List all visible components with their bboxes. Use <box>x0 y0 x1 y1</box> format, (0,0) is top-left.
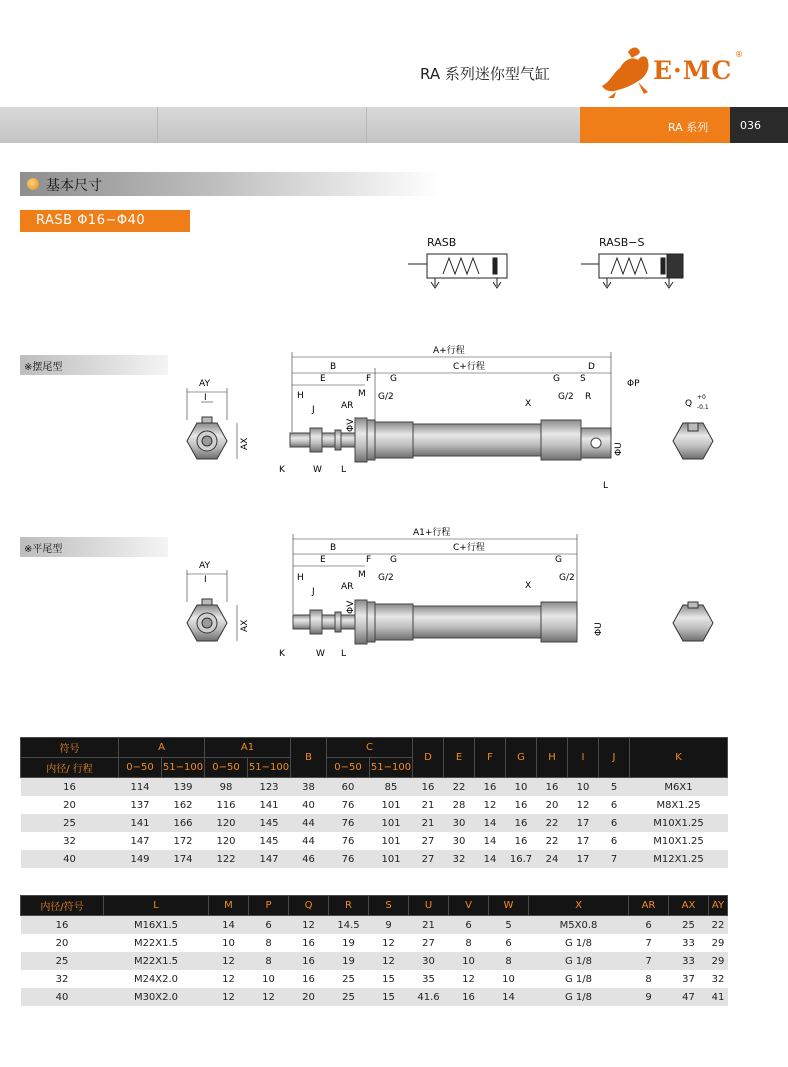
table-cell: 17 <box>568 814 599 832</box>
table-header-cell: X <box>529 896 629 916</box>
table-cell: 27 <box>409 934 449 952</box>
table-cell: 149 <box>119 850 162 868</box>
series-label: RA 系列 <box>668 121 709 134</box>
table-header-cell: P <box>249 896 289 916</box>
table-cell: M12X1.25 <box>630 850 728 868</box>
dim-a1: A1+行程 <box>413 528 451 538</box>
table-cell: M16X1.5 <box>104 916 209 935</box>
dim-l: L <box>341 649 347 659</box>
table-cell: 17 <box>568 850 599 868</box>
table-cell: 10 <box>209 934 249 952</box>
table-cell: 12 <box>289 916 329 935</box>
dim-c: C+行程 <box>453 362 485 372</box>
table-cell: G 1/8 <box>529 988 629 1006</box>
table-cell: 24 <box>537 850 568 868</box>
dim-ax: AX <box>240 619 250 632</box>
table-row <box>21 778 728 797</box>
table-cell: 32 <box>21 970 104 988</box>
table-header-cell: 51−100 <box>370 758 413 778</box>
dimension-table-1 <box>20 737 728 868</box>
table-cell: 27 <box>413 832 444 850</box>
rider-horse-icon <box>602 48 649 99</box>
cylinder-body <box>290 418 611 462</box>
dim-c: C+行程 <box>453 543 485 553</box>
dim-m: M <box>358 570 366 580</box>
dim-p: ΦP <box>627 379 640 389</box>
table-cell: 12 <box>209 952 249 970</box>
table-cell: 15 <box>369 988 409 1006</box>
table-cell: 101 <box>370 796 413 814</box>
table-header-cell: R <box>329 896 369 916</box>
table-cell: M24X2.0 <box>104 970 209 988</box>
dim-a: A+行程 <box>433 346 465 356</box>
dim-i: I <box>204 393 207 403</box>
banner-divider <box>366 107 367 143</box>
rasb-s-label: RASB−S <box>599 236 645 249</box>
dim-g2: G/2 <box>378 573 394 583</box>
table-cell: 6 <box>599 814 630 832</box>
dim-j: J <box>312 405 315 415</box>
drawing-swing <box>175 340 775 500</box>
dim-g2-rear: G/2 <box>559 573 575 583</box>
table-cell: 114 <box>119 778 162 797</box>
section-title: 基本尺寸 <box>46 178 102 194</box>
table-cell: 20 <box>289 988 329 1006</box>
table-row <box>21 832 728 850</box>
table-cell: 41 <box>709 988 728 1006</box>
table-cell: 33 <box>669 934 709 952</box>
table-cell: 37 <box>669 970 709 988</box>
table-cell: 16 <box>506 832 537 850</box>
table-cell: M10X1.25 <box>630 814 728 832</box>
table-header-cell: 51−100 <box>248 758 291 778</box>
table-cell: 8 <box>629 970 669 988</box>
dim-m: M <box>358 389 366 399</box>
table-header-cell: 0−50 <box>327 758 370 778</box>
table-row <box>21 934 728 952</box>
table-cell: 21 <box>413 796 444 814</box>
table-cell: 25 <box>329 988 369 1006</box>
table-cell: M5X0.8 <box>529 916 629 935</box>
dim-b: B <box>330 362 337 372</box>
dim-ay: AY <box>199 561 210 571</box>
table-cell: 20 <box>537 796 568 814</box>
dim-k: K <box>279 649 285 659</box>
table-cell: 76 <box>327 850 370 868</box>
dim-ay: AY <box>199 379 210 389</box>
rasb-s-symbol-icon <box>581 254 683 288</box>
dim-l-rear: L <box>603 481 609 491</box>
table-cell: 16 <box>289 952 329 970</box>
table-header-cell: L <box>104 896 209 916</box>
table-header-cell: A <box>119 738 205 758</box>
table-cell: M22X1.5 <box>104 952 209 970</box>
table-row <box>21 814 728 832</box>
table-cell: 5 <box>489 916 529 935</box>
dim-v: ΦV <box>346 600 356 614</box>
bullet-icon <box>27 178 39 190</box>
dim-e: E <box>320 555 326 565</box>
table-header-cell: 0−50 <box>205 758 248 778</box>
top-banner <box>0 107 580 143</box>
table-cell: 8 <box>249 952 289 970</box>
table-cell: 6 <box>599 832 630 850</box>
table-cell: 25 <box>329 970 369 988</box>
table-cell: 16 <box>475 778 506 797</box>
table-cell: 10 <box>249 970 289 988</box>
table-cell: 12 <box>209 970 249 988</box>
table-header-cell: Q <box>289 896 329 916</box>
table-cell: 12 <box>249 988 289 1006</box>
dim-w: W <box>313 465 322 475</box>
dim-f: F <box>366 555 372 565</box>
table-cell: 6 <box>249 916 289 935</box>
table-cell: 16 <box>449 988 489 1006</box>
hex-end-view-front <box>187 388 237 459</box>
table-cell: 14 <box>489 988 529 1006</box>
table-cell: G 1/8 <box>529 970 629 988</box>
table-header-cell: G <box>506 738 537 778</box>
table-cell: 6 <box>629 916 669 935</box>
table-cell: 76 <box>327 796 370 814</box>
table-cell: 16 <box>537 778 568 797</box>
dim-g2-rear: G/2 <box>558 392 574 402</box>
table-cell: 76 <box>327 832 370 850</box>
rasb-label: RASB <box>427 236 457 249</box>
table-cell: 76 <box>327 814 370 832</box>
table-cell: 21 <box>409 916 449 935</box>
table-cell: M8X1.25 <box>630 796 728 814</box>
table-cell: 16 <box>506 814 537 832</box>
cylinder-body <box>293 600 577 644</box>
table-cell: 19 <box>329 952 369 970</box>
table-cell: 147 <box>248 850 291 868</box>
table-cell: 7 <box>629 934 669 952</box>
dim-b: B <box>330 543 337 553</box>
table-header-cell: J <box>599 738 630 778</box>
table-header-cell: K <box>630 738 728 778</box>
table-cell: 101 <box>370 814 413 832</box>
table-row <box>21 988 728 1006</box>
hex-end-view-rear <box>673 602 713 641</box>
table-cell: 20 <box>21 934 104 952</box>
dim-w: W <box>316 649 325 659</box>
table-cell: 139 <box>162 778 205 797</box>
table-cell: 141 <box>119 814 162 832</box>
table-header-cell: 内径/符号 <box>21 896 104 916</box>
table-cell: 122 <box>205 850 248 868</box>
table-cell: 6 <box>599 796 630 814</box>
table-cell: 16.7 <box>506 850 537 868</box>
table-cell: 25 <box>21 814 119 832</box>
dim-s: S <box>580 374 586 384</box>
table-cell: 32 <box>444 850 475 868</box>
table-cell: 8 <box>249 934 289 952</box>
table-cell: 12 <box>475 796 506 814</box>
table-row <box>21 952 728 970</box>
table-cell: 12 <box>209 988 249 1006</box>
table-cell: 123 <box>248 778 291 797</box>
table-cell: 120 <box>205 832 248 850</box>
table-row <box>21 916 728 935</box>
table-header-cell: E <box>444 738 475 778</box>
dim-h: H <box>297 573 304 583</box>
dim-e: E <box>320 374 326 384</box>
table-cell: 12 <box>449 970 489 988</box>
dim-x: X <box>525 399 532 409</box>
table-header-cell: AR <box>629 896 669 916</box>
table-cell: 16 <box>413 778 444 797</box>
table-header-cell: D <box>413 738 444 778</box>
table-cell: 5 <box>599 778 630 797</box>
table-cell: 145 <box>248 832 291 850</box>
drawing-flat <box>175 522 775 672</box>
table-cell: 40 <box>291 796 327 814</box>
dim-k: K <box>279 465 285 475</box>
table-cell: 44 <box>291 832 327 850</box>
table-header-cell: AY <box>709 896 728 916</box>
dim-f: F <box>366 374 372 384</box>
table-cell: 8 <box>449 934 489 952</box>
table-cell: 27 <box>413 850 444 868</box>
dim-j: J <box>312 587 315 597</box>
table-cell: 40 <box>21 850 119 868</box>
table-cell: 145 <box>248 814 291 832</box>
page-title: RA 系列迷你型气缸 <box>420 65 550 83</box>
table-header-cell: C <box>327 738 413 758</box>
table-header-cell: S <box>369 896 409 916</box>
table-header-cell: 51−100 <box>162 758 205 778</box>
table-cell: 8 <box>489 952 529 970</box>
table-cell: 9 <box>369 916 409 935</box>
dim-i: I <box>204 575 207 585</box>
table-cell: 41.6 <box>409 988 449 1006</box>
table-cell: 147 <box>119 832 162 850</box>
table-cell: 35 <box>409 970 449 988</box>
style-label-flat: ※平尾型 <box>24 544 63 555</box>
table-cell: 32 <box>21 832 119 850</box>
dim-r: R <box>585 392 592 402</box>
table-header-cell: U <box>409 896 449 916</box>
table-row <box>21 850 728 868</box>
table-cell: M10X1.25 <box>630 832 728 850</box>
table-cell: 46 <box>291 850 327 868</box>
logo-text: E·MC <box>653 56 733 85</box>
table-cell: M22X1.5 <box>104 934 209 952</box>
table-header-cell: W <box>489 896 529 916</box>
table-cell: 29 <box>709 934 728 952</box>
dim-h: H <box>297 391 304 401</box>
dim-u: ΦU <box>594 622 604 636</box>
dim-q-tol-upper: +0 <box>697 394 706 401</box>
table-cell: 12 <box>369 952 409 970</box>
table-cell: G 1/8 <box>529 934 629 952</box>
table-cell: 25 <box>21 952 104 970</box>
dim-l: L <box>341 465 347 475</box>
table-cell: 16 <box>21 916 104 935</box>
dim-q-tol-lower: -0.1 <box>697 404 709 411</box>
table-cell: 141 <box>248 796 291 814</box>
table-cell: 7 <box>599 850 630 868</box>
dim-g2: G/2 <box>378 392 394 402</box>
dim-ax: AX <box>240 437 250 450</box>
table-cell: 16 <box>289 970 329 988</box>
table-header-cell: AX <box>669 896 709 916</box>
table-header-cell: M <box>209 896 249 916</box>
table-cell: 47 <box>669 988 709 1006</box>
table-cell: 16 <box>289 934 329 952</box>
dimension-table-2 <box>20 895 728 1006</box>
table-cell: 14 <box>209 916 249 935</box>
table-header-cell: V <box>449 896 489 916</box>
dim-d: D <box>588 362 595 372</box>
table-cell: 33 <box>669 952 709 970</box>
table-cell: 9 <box>629 988 669 1006</box>
table-cell: 32 <box>709 970 728 988</box>
table-header-cell: I <box>568 738 599 778</box>
table-cell: 174 <box>162 850 205 868</box>
dim-x: X <box>525 581 532 591</box>
table-cell: 25 <box>669 916 709 935</box>
table-cell: 22 <box>709 916 728 935</box>
table-cell: 20 <box>21 796 119 814</box>
hex-end-view-front <box>187 570 237 641</box>
dim-u: ΦU <box>614 442 624 456</box>
table-cell: 17 <box>568 832 599 850</box>
table-cell: 85 <box>370 778 413 797</box>
table-cell: 14 <box>475 814 506 832</box>
style-label-swing: ※摆尾型 <box>24 362 63 373</box>
table-header-cell: F <box>475 738 506 778</box>
dim-ar: AR <box>341 401 354 411</box>
table-header-cell: 符号 <box>21 738 119 758</box>
page-number: 036 <box>740 119 761 132</box>
rasb-symbol-icon <box>408 254 507 288</box>
table-cell: 166 <box>162 814 205 832</box>
table-cell: 12 <box>369 934 409 952</box>
dim-q: Q <box>685 399 693 409</box>
dim-g-rear: G <box>555 555 562 565</box>
table-header-cell: H <box>537 738 568 778</box>
table-cell: 101 <box>370 832 413 850</box>
registered-mark: ® <box>735 50 743 59</box>
table-cell: 44 <box>291 814 327 832</box>
table-header-cell: 内径/ 行程 <box>21 758 119 778</box>
model-label: RASB Φ16−Φ40 <box>36 213 146 228</box>
table-cell: 10 <box>568 778 599 797</box>
table-cell: M30X2.0 <box>104 988 209 1006</box>
table-cell: 60 <box>327 778 370 797</box>
table-cell: 14 <box>475 832 506 850</box>
table-cell: 12 <box>568 796 599 814</box>
table-header-cell: B <box>291 738 327 778</box>
table-cell: 98 <box>205 778 248 797</box>
table-cell: 28 <box>444 796 475 814</box>
table-cell: 6 <box>489 934 529 952</box>
table-header-cell: A1 <box>205 738 291 758</box>
table-cell: 30 <box>444 832 475 850</box>
table-cell: 7 <box>629 952 669 970</box>
table-cell: 29 <box>709 952 728 970</box>
table-cell: 10 <box>449 952 489 970</box>
table-cell: M6X1 <box>630 778 728 797</box>
table-cell: G 1/8 <box>529 952 629 970</box>
dim-g-rear: G <box>553 374 560 384</box>
table-cell: 22 <box>444 778 475 797</box>
table-cell: 22 <box>537 814 568 832</box>
table-cell: 14.5 <box>329 916 369 935</box>
table-row <box>21 796 728 814</box>
table-cell: 40 <box>21 988 104 1006</box>
cylinder-symbols <box>405 232 715 292</box>
table-cell: 120 <box>205 814 248 832</box>
table-cell: 16 <box>21 778 119 797</box>
table-cell: 30 <box>409 952 449 970</box>
table-cell: 21 <box>413 814 444 832</box>
table-cell: 172 <box>162 832 205 850</box>
dim-ar: AR <box>341 582 354 592</box>
table-cell: 16 <box>506 796 537 814</box>
table-cell: 101 <box>370 850 413 868</box>
table-cell: 10 <box>489 970 529 988</box>
table-cell: 15 <box>369 970 409 988</box>
table-cell: 30 <box>444 814 475 832</box>
table-header-cell: 0−50 <box>119 758 162 778</box>
table-row <box>21 970 728 988</box>
dim-g: G <box>390 374 397 384</box>
table-cell: 14 <box>475 850 506 868</box>
dim-v: ΦV <box>346 418 356 432</box>
table-cell: 38 <box>291 778 327 797</box>
hex-end-view-rear <box>673 423 713 459</box>
table-cell: 137 <box>119 796 162 814</box>
table-cell: 10 <box>506 778 537 797</box>
table-cell: 22 <box>537 832 568 850</box>
table-cell: 6 <box>449 916 489 935</box>
dim-g: G <box>390 555 397 565</box>
table-cell: 116 <box>205 796 248 814</box>
table-cell: 162 <box>162 796 205 814</box>
banner-divider <box>157 107 158 143</box>
table-cell: 19 <box>329 934 369 952</box>
